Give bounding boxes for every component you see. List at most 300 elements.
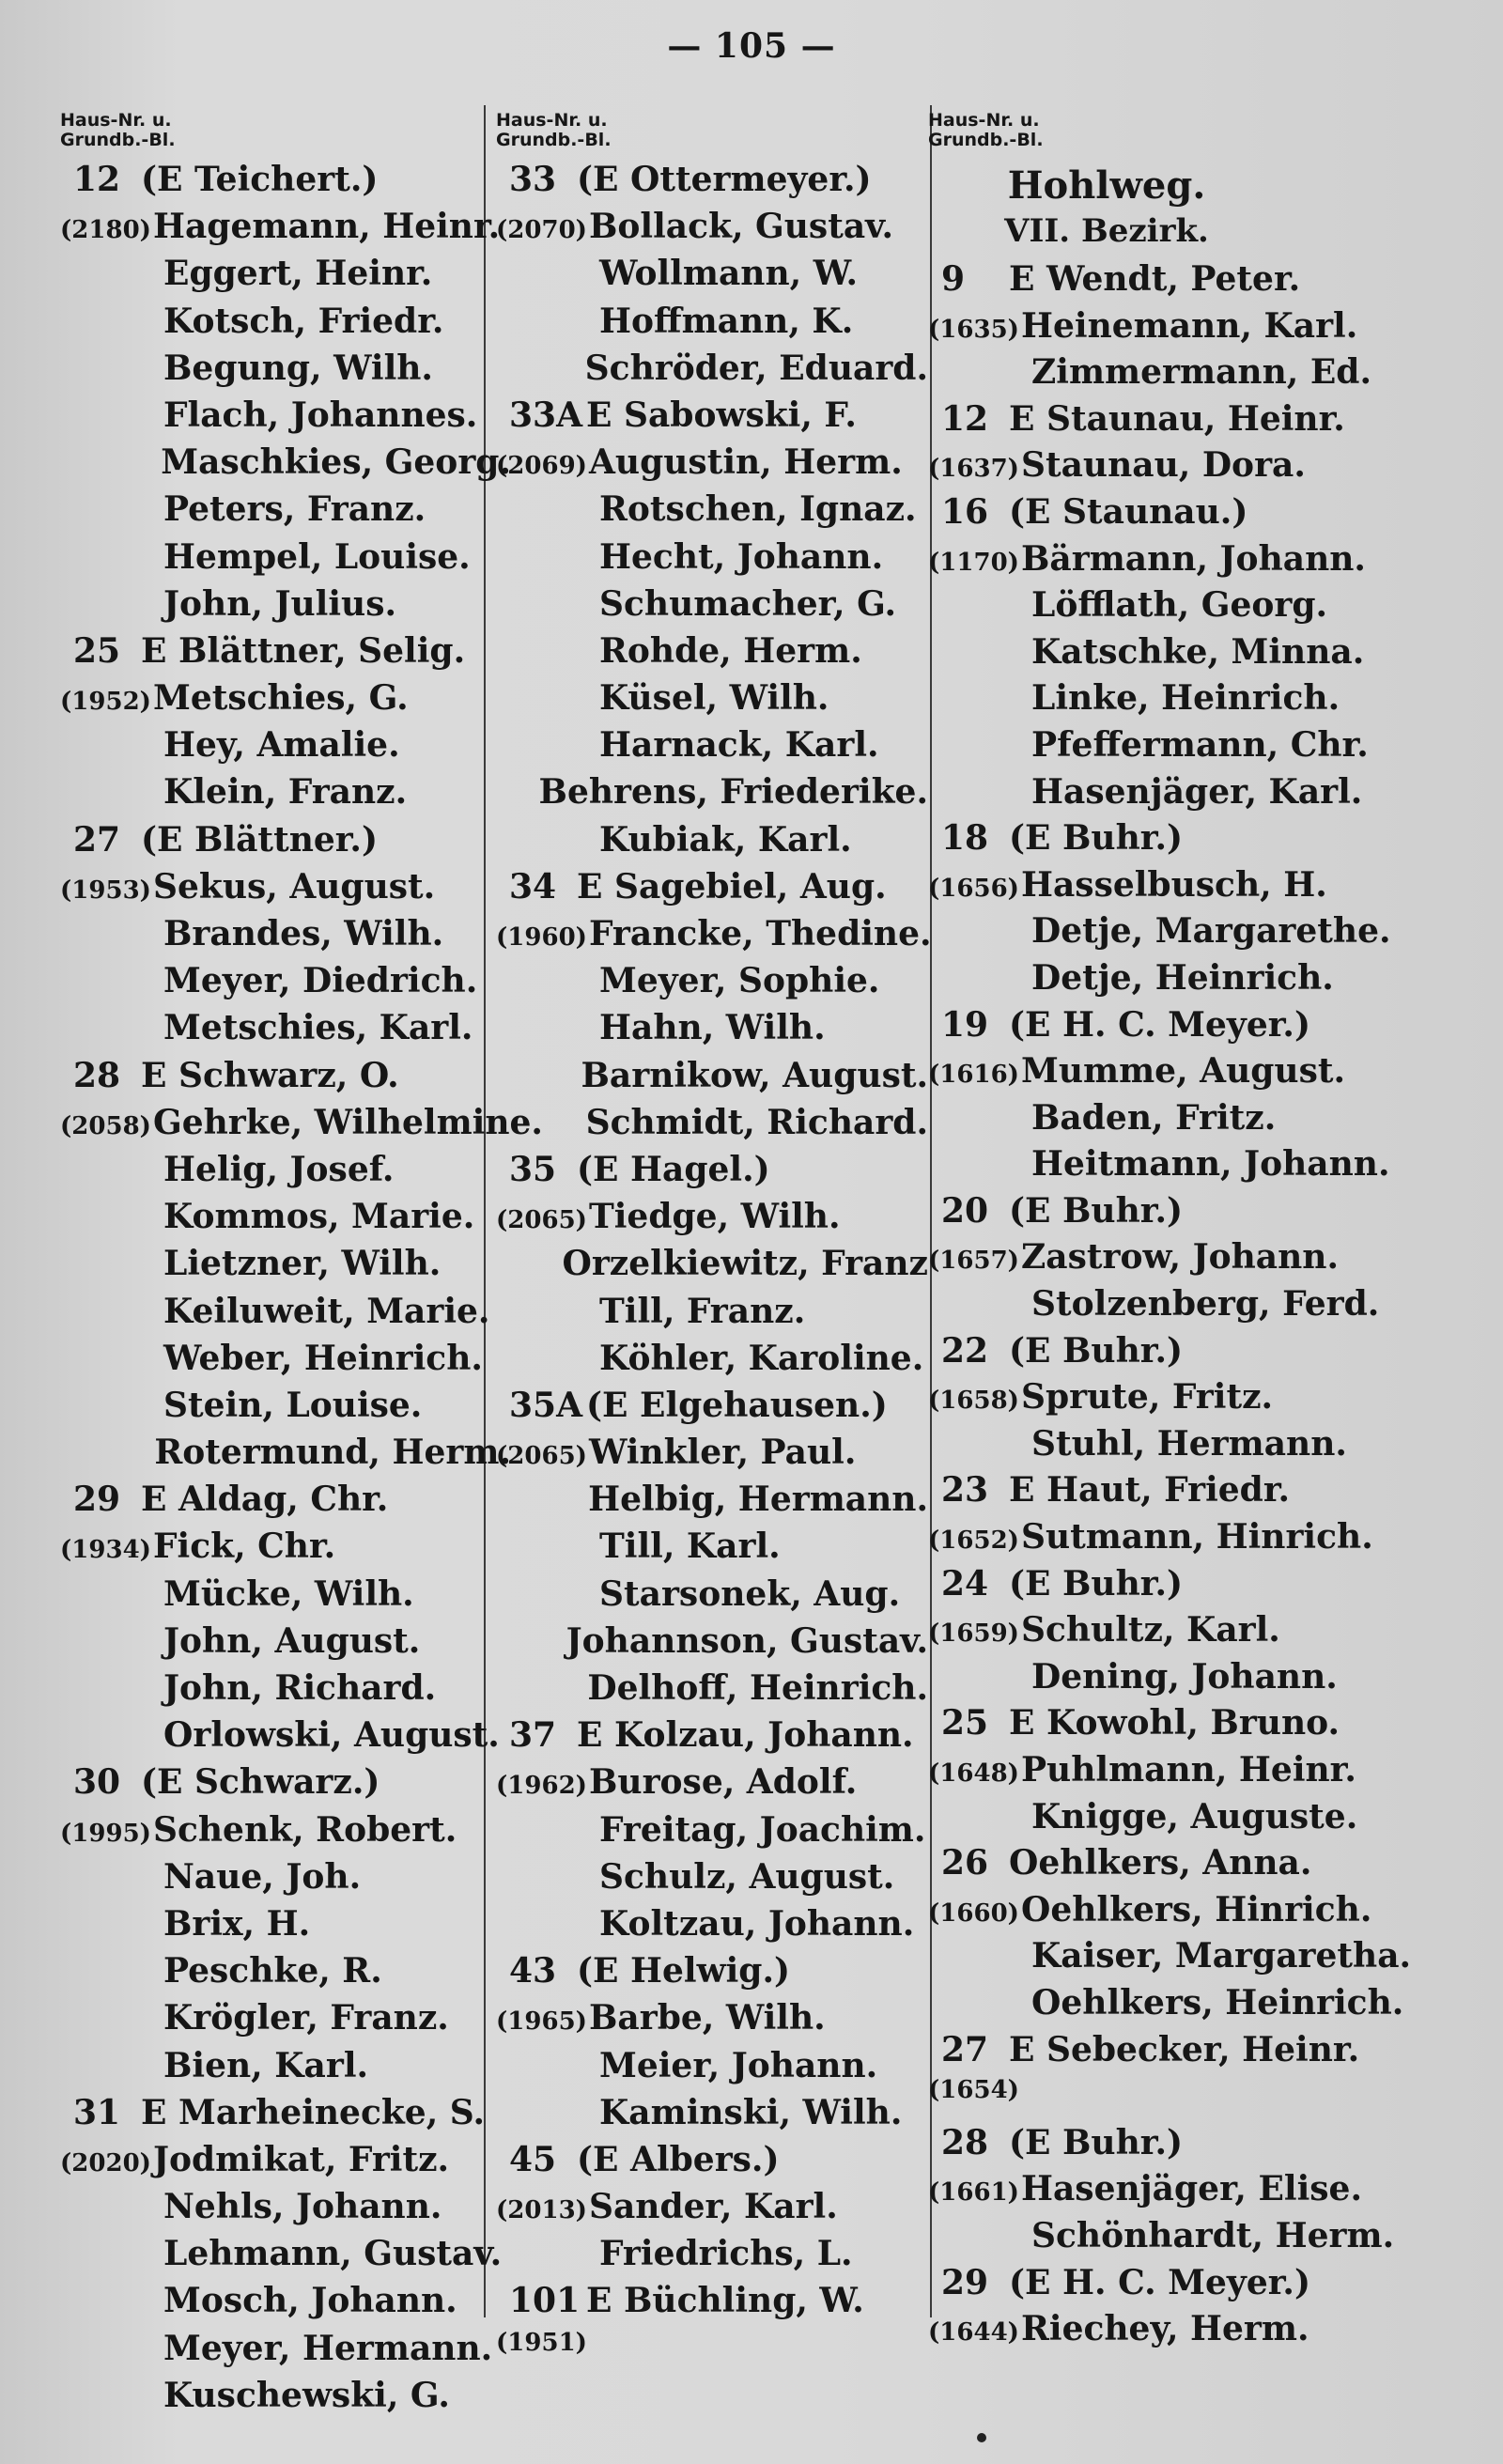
directory-entry — [60, 1150, 511, 1197]
directory-entry — [60, 867, 511, 914]
house-number: 18 — [941, 818, 989, 859]
directory-entry — [928, 1377, 1454, 1424]
directory-entry — [928, 1470, 1454, 1517]
resident-name: Delhoff, Heinrich. — [587, 1668, 928, 1708]
resident-name: (E Helwig.) — [577, 1951, 791, 1991]
directory-entry — [60, 2140, 511, 2187]
directory-entry — [496, 395, 928, 442]
directory-entry — [496, 2046, 928, 2093]
directory-entry — [496, 867, 928, 914]
page-number: — 105 — — [667, 26, 836, 66]
directory-entry — [496, 1904, 928, 1951]
resident-name: Oehlkers, Heinrich. — [1031, 1982, 1404, 2022]
house-number: 12 — [73, 160, 121, 199]
directory-entry — [60, 1056, 511, 1103]
resident-name: Oehlkers, Anna. — [1009, 1843, 1312, 1883]
directory-entry — [496, 678, 928, 725]
resident-name: Till, Karl. — [599, 1526, 781, 1567]
resident-name: E Aldag, Chr. — [141, 1480, 389, 1520]
directory-entry — [928, 865, 1454, 912]
directory-entry — [928, 399, 1454, 446]
resident-name: (E Buhr.) — [1009, 1190, 1184, 1231]
directory-entry — [928, 306, 1454, 353]
directory-entry — [928, 1517, 1454, 1564]
directory-entry — [60, 631, 511, 678]
directory-entry — [928, 2123, 1454, 2170]
directory-entry — [496, 1480, 928, 1526]
land-register-number: (2065) — [496, 1206, 587, 1235]
land-register-number: (1965) — [496, 2007, 587, 2037]
directory-entry — [928, 958, 1454, 1005]
directory-entry — [496, 1857, 928, 1904]
resident-name: Meyer, Sophie. — [599, 961, 880, 1001]
resident-name: Kommos, Marie. — [163, 1197, 475, 1237]
directory-entry — [928, 2216, 1454, 2263]
house-number: 25 — [73, 630, 121, 671]
directory-entry — [60, 1386, 511, 1433]
entry-list — [928, 259, 1454, 2356]
house-number: 101 — [509, 2281, 581, 2321]
resident-name: Koltzau, Johann. — [599, 1903, 915, 1944]
directory-entry — [60, 1008, 511, 1055]
directory-entry — [60, 1998, 511, 2045]
land-register-number: (1656) — [928, 874, 1019, 903]
directory-entry — [496, 302, 928, 349]
directory-entry — [928, 539, 1454, 586]
resident-name: Barnikow, August. — [581, 1055, 928, 1095]
resident-name: Jodmikat, Fritz. — [152, 2139, 450, 2179]
land-register-number: (2058) — [60, 1111, 151, 1140]
house-number: 29 — [73, 1480, 121, 1520]
directory-entry — [496, 349, 928, 395]
resident-name: Rotermund, Herm. — [154, 1433, 511, 1473]
house-number: 35A — [509, 1385, 583, 1425]
directory-entry — [496, 442, 928, 489]
directory-entry — [60, 349, 511, 395]
directory-entry — [496, 2093, 928, 2140]
directory-entry — [496, 961, 928, 1008]
directory-entry — [60, 1574, 511, 1621]
directory-entry — [928, 818, 1454, 865]
directory-entry — [928, 1098, 1454, 1145]
resident-name: Weber, Heinrich. — [163, 1338, 483, 1378]
directory-entry — [60, 2046, 511, 2093]
resident-name: (E Ottermeyer.) — [577, 160, 872, 199]
directory-column-3 — [928, 111, 1454, 2356]
directory-entry — [928, 1936, 1454, 1983]
resident-name: (E H. C. Meyer.) — [1009, 1004, 1310, 1045]
resident-name: Gehrke, Wilhelmine. — [152, 1102, 543, 1142]
resident-name: Schenk, Robert. — [152, 1809, 457, 1850]
directory-column-2 — [496, 110, 932, 2376]
directory-entry — [60, 2187, 511, 2234]
resident-name: Stein, Louise. — [163, 1385, 423, 1425]
resident-name: Sander, Karl. — [588, 2187, 838, 2227]
land-register-number: (1637) — [928, 455, 1019, 484]
house-number: 16 — [941, 491, 989, 532]
resident-name: Hoffmann, K. — [599, 301, 854, 341]
resident-name: Kaminski, Wilh. — [599, 2092, 903, 2132]
directory-entry — [928, 2030, 1454, 2077]
house-number: 9 — [941, 259, 966, 299]
resident-name: Linke, Heinrich. — [1031, 678, 1340, 719]
land-register-number: (1658) — [928, 1387, 1019, 1416]
resident-name: Hempel, Louise. — [163, 536, 471, 577]
resident-name: Schumacher, G. — [599, 583, 897, 624]
land-register-number: (1661) — [928, 2178, 1019, 2208]
resident-name: E Sebecker, Heinr. — [1009, 2029, 1360, 2069]
directory-entry — [60, 2329, 511, 2376]
house-number: 19 — [941, 1004, 989, 1045]
resident-name: Maschkies, Georg. — [161, 442, 511, 483]
directory-entry — [928, 1144, 1454, 1191]
house-number: 22 — [941, 1330, 989, 1371]
resident-name: Staunau, Dora. — [1020, 445, 1306, 486]
resident-name: Friedrichs, L. — [599, 2234, 853, 2274]
entry-list — [496, 160, 932, 2376]
resident-name: Mücke, Wilh. — [163, 1573, 414, 1614]
resident-name: Burose, Adolf. — [588, 1762, 858, 1803]
directory-entry — [928, 1424, 1454, 1471]
house-number: 34 — [509, 866, 557, 907]
directory-entry — [496, 1574, 928, 1621]
directory-entry — [496, 1621, 928, 1668]
directory-entry — [60, 584, 511, 631]
resident-name: Tiedge, Wilh. — [588, 1197, 841, 1237]
resident-name: E Kolzau, Johann. — [577, 1715, 914, 1756]
house-number: 27 — [73, 819, 121, 860]
resident-name: Hecht, Johann. — [599, 536, 884, 577]
resident-name: Metschies, Karl. — [163, 1008, 473, 1048]
resident-name: Schönhardt, Herm. — [1031, 2215, 1395, 2255]
directory-entry — [60, 395, 511, 442]
directory-entry — [928, 1797, 1454, 1844]
directory-entry — [928, 1750, 1454, 1797]
house-number: 24 — [941, 1563, 989, 1604]
directory-entry — [928, 1237, 1454, 1284]
resident-name: Mosch, Johann. — [163, 2281, 457, 2321]
resident-name: Klein, Franz. — [163, 772, 408, 813]
directory-entry — [496, 489, 928, 536]
directory-entry — [928, 2169, 1454, 2216]
directory-entry — [60, 2281, 511, 2328]
directory-entry — [928, 445, 1454, 492]
directory-entry — [928, 678, 1454, 725]
resident-name: Oehlkers, Hinrich. — [1020, 1889, 1372, 1929]
resident-name: Brix, H. — [163, 1903, 311, 1944]
land-register-number: (1652) — [928, 1526, 1019, 1556]
resident-name: Peters, Franz. — [163, 489, 426, 530]
resident-name: John, August. — [163, 1620, 421, 1661]
column-header: Haus-Nr. u. Grundb.-Bl. — [60, 110, 176, 150]
directory-entry — [928, 259, 1454, 306]
directory-entry — [496, 1244, 928, 1291]
directory-entry — [60, 1715, 511, 1762]
resident-name: (E Buhr.) — [1009, 818, 1184, 859]
directory-entry — [496, 1150, 928, 1197]
resident-name: E Büchling, W. — [586, 2281, 864, 2321]
resident-name: Schröder, Eduard. — [584, 348, 928, 388]
land-register-number: (1654) — [928, 2076, 1019, 2105]
house-number: 26 — [941, 1843, 989, 1883]
directory-entry — [928, 1331, 1454, 1378]
directory-entry — [496, 2329, 928, 2376]
street-title: Hohlweg. — [1007, 163, 1206, 208]
resident-name: Knigge, Auguste. — [1031, 1796, 1358, 1836]
resident-name: (E Buhr.) — [1009, 1330, 1184, 1371]
house-number: 33 — [509, 160, 557, 199]
resident-name: Kubiak, Karl. — [599, 819, 852, 860]
resident-name: Johannson, Gustav. — [566, 1620, 928, 1661]
land-register-number: (2070) — [496, 216, 587, 245]
resident-name: Bien, Karl. — [163, 2045, 369, 2085]
resident-name: Hahn, Wilh. — [599, 1008, 826, 1048]
house-number: 12 — [941, 398, 989, 439]
resident-name: Meyer, Diedrich. — [163, 961, 478, 1001]
column-header: Haus-Nr. u. Grundb.-Bl. — [496, 110, 612, 150]
directory-entry — [496, 914, 932, 961]
resident-name: E Sagebiel, Aug. — [577, 866, 887, 907]
resident-name: (E Albers.) — [577, 2139, 780, 2179]
resident-name: Hey, Amalie. — [163, 725, 400, 766]
resident-name: Lehmann, Gustav. — [163, 2234, 503, 2274]
directory-entry — [496, 1668, 928, 1715]
directory-entry — [60, 1857, 511, 1904]
land-register-number: (1644) — [928, 2318, 1019, 2348]
resident-name: Bärmann, Johann. — [1020, 538, 1366, 579]
resident-name: Barbe, Wilh. — [588, 1998, 826, 2038]
resident-name: Kotsch, Friedr. — [163, 301, 444, 341]
resident-name: Augustin, Herm. — [588, 442, 903, 483]
resident-name: Francke, Thedine. — [588, 914, 932, 953]
resident-name: E Staunau, Heinr. — [1009, 398, 1345, 439]
directory-entry — [928, 2076, 1454, 2123]
resident-name: Mumme, August. — [1020, 1051, 1346, 1092]
directory-entry — [496, 1433, 928, 1480]
land-register-number: (1657) — [928, 1247, 1019, 1276]
resident-name: Küsel, Wilh. — [599, 678, 829, 719]
resident-name: Orzelkiewitz, Franz — [562, 1244, 928, 1284]
directory-entry — [60, 1951, 511, 1998]
directory-entry — [496, 1526, 928, 1573]
resident-name: Sekus, August. — [152, 866, 436, 907]
resident-name: Flach, Johannes. — [163, 395, 478, 435]
house-number: 25 — [941, 1703, 989, 1743]
directory-entry — [928, 772, 1454, 819]
resident-name: (E Blättner.) — [141, 819, 378, 860]
directory-entry — [928, 1843, 1454, 1890]
resident-name: Nehls, Johann. — [163, 2187, 442, 2227]
directory-entry — [928, 1005, 1454, 1052]
resident-name: Bollack, Gustav. — [588, 207, 893, 247]
directory-entry — [496, 1810, 928, 1857]
resident-name: Köhler, Karoline. — [599, 1338, 924, 1378]
directory-entry — [60, 160, 511, 207]
land-register-number: (1952) — [60, 688, 151, 717]
directory-entry — [60, 772, 511, 819]
house-number: 35 — [509, 1149, 557, 1189]
resident-name: (E Elgehausen.) — [586, 1385, 888, 1425]
directory-entry — [60, 2093, 511, 2140]
directory-entry — [496, 2140, 928, 2187]
resident-name: Hasselbusch, H. — [1020, 864, 1327, 905]
resident-name: Schmidt, Richard. — [585, 1102, 928, 1142]
directory-entry — [496, 1008, 928, 1055]
directory-entry — [60, 1810, 511, 1857]
resident-name: Zastrow, Johann. — [1020, 1237, 1339, 1278]
ink-speck — [977, 2433, 986, 2442]
resident-name: Zimmermann, Ed. — [1031, 352, 1371, 393]
resident-name: (E Teichert.) — [141, 160, 379, 199]
resident-name: Stolzenberg, Ferd. — [1031, 1284, 1380, 1325]
resident-name: Begung, Wilh. — [163, 348, 433, 388]
resident-name: Eggert, Heinr. — [163, 254, 433, 294]
directory-entry — [60, 2376, 511, 2423]
resident-name: Baden, Fritz. — [1031, 1097, 1277, 1138]
land-register-number: (1962) — [496, 1772, 587, 1801]
house-number: 33A — [509, 395, 583, 435]
land-register-number: (1934) — [60, 1536, 151, 1565]
directory-entry — [60, 1668, 511, 1715]
directory-entry — [496, 160, 928, 207]
directory-entry — [60, 1480, 511, 1526]
house-number: 30 — [73, 1762, 121, 1803]
directory-entry — [60, 489, 511, 536]
resident-name: John, Richard. — [163, 1668, 437, 1708]
resident-name: (E H. C. Meyer.) — [1009, 2262, 1310, 2302]
directory-entry — [928, 1983, 1454, 2030]
resident-name: E Marheinecke, S. — [141, 2092, 486, 2132]
house-number: 45 — [509, 2139, 557, 2179]
house-number: 28 — [941, 2122, 989, 2162]
resident-name: Kaiser, Margaretha. — [1031, 1936, 1412, 1976]
resident-name: Till, Franz. — [599, 1291, 806, 1331]
resident-name: (E Buhr.) — [1009, 1563, 1184, 1604]
land-register-number: (2013) — [496, 2196, 587, 2225]
resident-name: Löfflath, Georg. — [1031, 585, 1328, 626]
directory-entry — [928, 352, 1454, 399]
resident-name: Detje, Heinrich. — [1031, 957, 1334, 998]
directory-entry — [496, 1998, 928, 2045]
directory-entry — [496, 207, 928, 254]
directory-entry — [928, 492, 1454, 539]
directory-entry — [496, 1056, 928, 1103]
resident-name: Lietzner, Wilh. — [163, 1244, 442, 1284]
resident-name: Wollmann, W. — [599, 254, 859, 294]
resident-name: Puhlmann, Heinr. — [1020, 1750, 1356, 1790]
directory-entry — [928, 1284, 1454, 1331]
resident-name: Metschies, G. — [152, 678, 409, 719]
resident-name: Sutmann, Hinrich. — [1020, 1517, 1373, 1557]
resident-name: E Wendt, Peter. — [1009, 259, 1301, 299]
directory-entry — [60, 678, 511, 725]
land-register-number: (1170) — [928, 548, 1019, 577]
land-register-number: (2180) — [60, 216, 151, 245]
resident-name: Helig, Josef. — [163, 1149, 395, 1189]
land-register-number: (2069) — [496, 452, 587, 481]
directory-entry — [496, 1103, 928, 1150]
resident-name: Meier, Johann. — [599, 2045, 878, 2085]
resident-name: Pfeffermann, Chr. — [1031, 724, 1369, 765]
directory-entry — [60, 961, 511, 1008]
district-label: VII. Bezirk. — [1004, 212, 1209, 250]
directory-entry — [928, 1890, 1454, 1937]
directory-entry — [928, 1703, 1454, 1750]
resident-name: Meyer, Hermann. — [163, 2328, 493, 2368]
resident-name: Behrens, Friederike. — [538, 772, 928, 813]
resident-name: (E Schwarz.) — [141, 1762, 380, 1803]
directory-entry — [60, 725, 511, 772]
resident-name: (E Buhr.) — [1009, 2122, 1184, 2162]
resident-name: Keiluweit, Marie. — [163, 1291, 490, 1331]
directory-entry — [496, 2281, 928, 2328]
house-number: 23 — [941, 1470, 989, 1511]
resident-name: E Schwarz, O. — [141, 1055, 399, 1095]
directory-entry — [60, 442, 511, 489]
resident-name: Krögler, Franz. — [163, 1998, 449, 2038]
land-register-number: (1635) — [928, 315, 1019, 344]
resident-name: E Haut, Friedr. — [1009, 1470, 1291, 1511]
directory-entry — [496, 1197, 928, 1244]
directory-entry — [928, 1051, 1454, 1098]
resident-name: E Sabowski, F. — [586, 395, 857, 435]
directory-entry — [60, 207, 511, 254]
resident-name: Orlowski, August. — [163, 1715, 500, 1756]
resident-name: Rohde, Herm. — [599, 630, 862, 671]
resident-name: Katschke, Minna. — [1031, 631, 1365, 672]
directory-entry — [60, 537, 511, 584]
resident-name: (E Hagel.) — [577, 1149, 770, 1189]
directory-entry — [60, 820, 511, 867]
resident-name: E Kowohl, Bruno. — [1009, 1703, 1340, 1743]
house-number: 20 — [941, 1190, 989, 1231]
directory-entry — [60, 2234, 511, 2281]
resident-name: Heinemann, Karl. — [1020, 305, 1358, 346]
directory-entry — [60, 1244, 511, 1291]
house-number: 29 — [941, 2262, 989, 2302]
resident-name: Riechey, Herm. — [1020, 2309, 1309, 2349]
resident-name: Schulz, August. — [599, 1856, 895, 1897]
resident-name: Helbig, Hermann. — [588, 1480, 928, 1520]
directory-entry — [496, 254, 928, 301]
directory-entry — [496, 725, 928, 772]
directory-entry — [496, 631, 928, 678]
land-register-number: (1616) — [928, 1061, 1019, 1090]
resident-name: Hasenjäger, Karl. — [1031, 771, 1363, 812]
resident-name: Rotschen, Ignaz. — [599, 489, 917, 530]
directory-entry — [928, 911, 1454, 958]
house-number: 37 — [509, 1715, 557, 1756]
resident-name: John, Julius. — [163, 583, 396, 624]
directory-entry — [928, 2263, 1454, 2310]
land-register-number: (1995) — [60, 1819, 151, 1848]
resident-name: Dening, Johann. — [1031, 1656, 1338, 1697]
resident-name: Naue, Joh. — [163, 1856, 362, 1897]
directory-entry — [496, 1339, 928, 1386]
directory-entry — [928, 725, 1454, 772]
directory-entry — [60, 1339, 511, 1386]
directory-entry — [60, 914, 511, 961]
directory-entry — [928, 1564, 1454, 1611]
directory-entry — [60, 1102, 543, 1150]
land-register-number: (2065) — [496, 1442, 587, 1471]
directory-entry — [496, 2234, 928, 2281]
directory-entry — [928, 632, 1454, 679]
resident-name: Freitag, Joachim. — [599, 1809, 926, 1850]
resident-name: Winkler, Paul. — [588, 1433, 857, 1473]
directory-entry — [928, 1191, 1454, 1238]
land-register-number: (1660) — [928, 1898, 1019, 1928]
